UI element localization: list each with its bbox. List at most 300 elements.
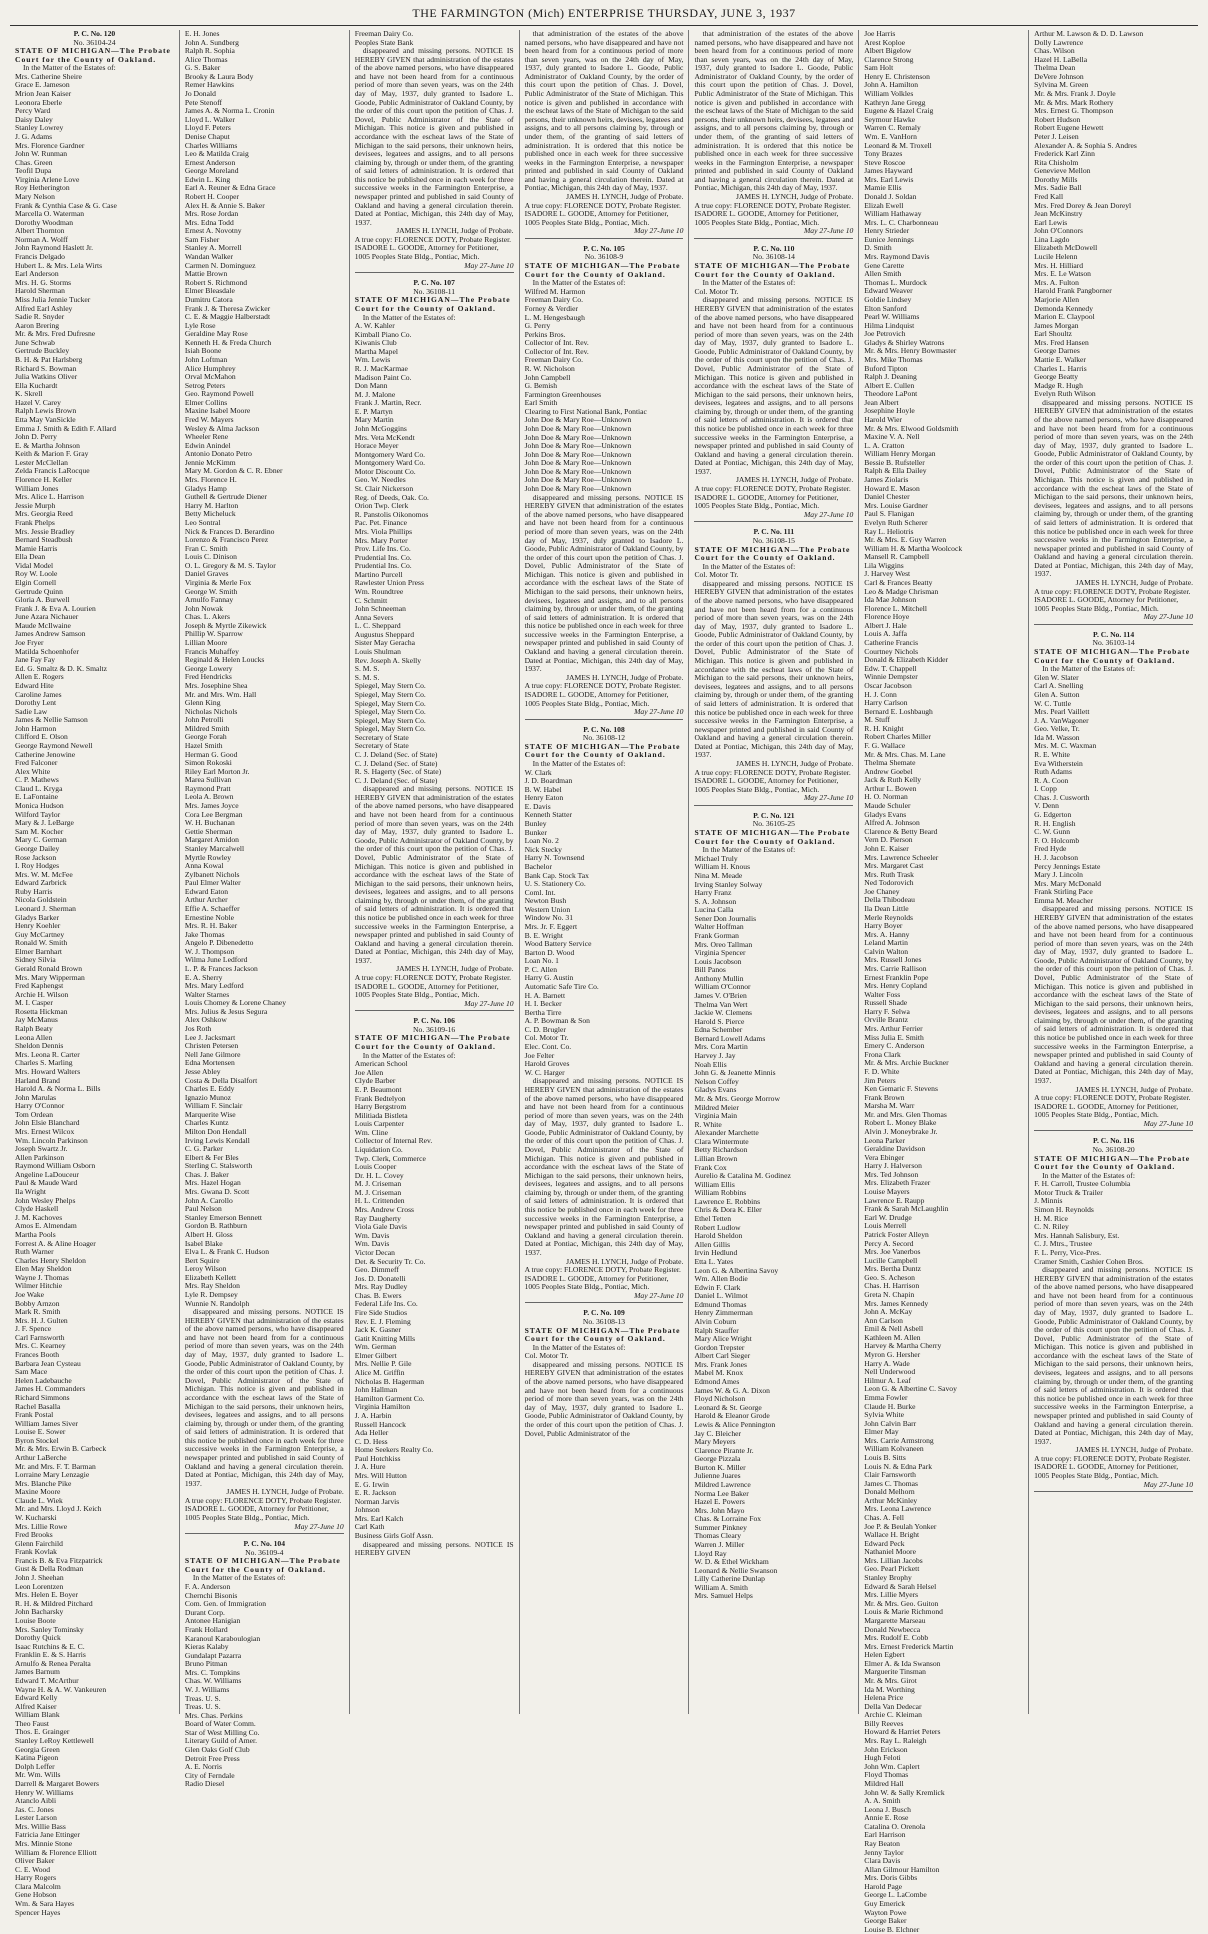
estate-name: Elmer Barnhart	[15, 946, 63, 956]
estate-name: Nick & Frances D. Berardino	[184, 526, 275, 536]
estate-name: Arthur LaBerche	[15, 1452, 67, 1462]
estate-name: E. R. Jackson	[354, 1488, 397, 1498]
judge-signature: JAMES H. LYNCH, Judge of Probate.	[735, 475, 854, 485]
estate-name: Leona Parker	[864, 1135, 905, 1145]
estate-name: Mrs. James Kennedy	[864, 1298, 929, 1308]
estate-name: Nathaniel Moore	[864, 1547, 916, 1557]
judge-signature: JAMES H. LYNCH, Judge of Probate.	[1075, 578, 1194, 587]
estate-name: Mrs. Will Hutton	[354, 1470, 407, 1480]
estate-name: Norma Lee Baker	[694, 1488, 749, 1498]
estate-name: Ruth Adams	[1034, 767, 1072, 777]
estate-name: Teofil Dupa	[15, 166, 52, 176]
estate-name: Wesley & Alma Jackson	[184, 423, 260, 433]
estate-name: Ralph R. Sophia	[184, 46, 235, 56]
estate-name: Viola Gale Davis	[354, 1222, 407, 1232]
court-heading: STATE OF MICHIGAN—The Probate Court for the County of Oakland.	[354, 295, 511, 313]
estate-name: Evelyn Ruth Scherer	[864, 517, 928, 527]
estate-name: Thomas L. Murdock	[864, 277, 927, 287]
estate-name: Maude Schuler	[864, 801, 911, 811]
estate-name: Wm. Cline	[354, 1127, 389, 1137]
estate-name: George Beatty	[1034, 372, 1079, 382]
judge-signature: JAMES H. LYNCH, Judge of Probate.	[396, 226, 514, 236]
estate-name: Riley Earl Morton Jr.	[184, 766, 250, 776]
estate-name: Carl Kath	[354, 1522, 385, 1532]
estate-name: J. Harvey West	[864, 569, 911, 579]
estate-name: Leonard J. Sherman	[15, 903, 76, 913]
estate-name: Norman A. Wolff	[15, 234, 68, 244]
estate-name: Ernest Anderson	[184, 157, 236, 167]
estate-name: Edward Peck	[864, 1538, 905, 1548]
estate-name: Harold Page	[864, 1881, 903, 1891]
estate-name: Gatit Knitting Mills	[354, 1333, 416, 1343]
estate-name: R. J. MacKarmae	[354, 363, 408, 373]
estate-name: Mrs. Cora Martin	[694, 1042, 748, 1052]
estate-name: Mrs. Ernest Wilcox	[15, 1127, 75, 1136]
estate-name: Mr. & Mrs. Fred Dufresne	[15, 329, 96, 339]
estate-name: Gladys & Shirley Watrons	[864, 337, 945, 347]
estate-name: Mrs. Viola Phillips	[354, 526, 413, 536]
estate-name: Marsha M. Warr	[864, 1101, 915, 1111]
estate-name: Virginia Hamilton	[354, 1402, 411, 1412]
estate-name: Col. Motor Tr.	[524, 1351, 569, 1361]
estate-name: M. Stuff	[864, 715, 890, 725]
estate-name: Allen E. Rogers	[15, 672, 64, 682]
estate-name: Peter J. Leisen	[1034, 131, 1079, 141]
true-copy-block: A true copy: FLORENCE DOTY, Probate Register. ISADORE L. GOODE, Attorney for Petitioner, 1005 Peoples State Bldg., Pontiac, Mich.	[1034, 1453, 1191, 1480]
estate-name: Mrs. Lillian Jacobs	[864, 1555, 923, 1565]
estate-name: Donald Newbecca	[864, 1624, 921, 1634]
estate-name: Automatic Safe Tire Co.	[524, 982, 599, 992]
estate-name: Sam M. Kocher	[15, 826, 64, 836]
estate-name: Clifford E. Olson	[15, 732, 68, 742]
estate-name: Mrs. L. C. Charbonneau	[864, 217, 939, 227]
estate-name: Wheeler Rene	[184, 432, 229, 442]
estate-name: E. P. Martyn	[354, 406, 393, 416]
estate-name: Jas. C. Jones	[15, 1804, 54, 1814]
estate-name: Rosetta Hickman	[15, 1006, 68, 1016]
estate-name: U. S. Stationery Co.	[524, 879, 586, 889]
judge-signature: JAMES H. LYNCH, Judge of Probate.	[735, 758, 854, 768]
estate-name: Bachelor	[524, 861, 552, 871]
estate-name: Henry E. Christenson	[864, 71, 930, 81]
estate-name: Harland Brand	[15, 1075, 60, 1085]
estate-name: Nicholas B. Hagerman	[354, 1376, 425, 1386]
estate-name: Mrs. C. Tompkins	[184, 1667, 240, 1677]
estate-name: Darrell & Margaret Bowers	[15, 1778, 99, 1788]
estate-name: Fred Falconer	[15, 758, 58, 768]
estate-name: James Barnum	[15, 1667, 60, 1677]
case-number: No. 36108-15	[752, 535, 795, 545]
estate-name: G. Edgerton	[1034, 810, 1072, 820]
estate-name: Frances Booth	[15, 1350, 60, 1360]
estate-name: Collector of Internal Rev.	[354, 1136, 433, 1146]
estate-name: Oscar Jacobson	[864, 680, 912, 690]
estate-name: Mr. & Mrs. Mark Rothery	[1034, 97, 1114, 107]
estate-name: S. M. S.	[354, 672, 380, 682]
estate-name: Orville Brantz	[864, 1015, 908, 1025]
estate-name: Isabel Blake	[184, 1238, 223, 1248]
estate-name: Frona Clark	[864, 1049, 901, 1059]
true-copy-block: A true copy: FLORENCE DOTY, Probate Register. ISADORE L. GOODE, Attorney for Petitioner, 1005 Peoples State Bldg., Pontiac, Mich.	[524, 1265, 681, 1292]
legal-notice	[1034, 1137, 1193, 1492]
estate-name: Mrs. Fred Dorey & Jean Doreyl	[1034, 200, 1132, 210]
estate-name: Orval McMahon	[184, 372, 236, 382]
legal-notice	[355, 279, 514, 1011]
estate-name: Elizabeth Kellett	[184, 1272, 237, 1282]
estate-name: J. D. Boardman	[524, 776, 573, 786]
true-copy-block: A true copy: FLORENCE DOTY, Probate Register. ISADORE L. GOODE, Attorney for Petitioner, 1005 Peoples State Bldg., Pontiac, Mich.	[694, 200, 851, 227]
notice-number: P. C. No. 106	[413, 1016, 455, 1026]
estate-name: Clyde Haskell	[15, 1204, 59, 1214]
estate-name: Harold A. & Norma L. Bills	[15, 1084, 101, 1094]
estate-name: Frank Stirling Pace	[1034, 887, 1093, 897]
notice-body: disappeared and missing persons. NOTICE IS HEREBY GIVEN that administration of the estates of the above named persons, who have disappeared and have not been heard from for a continuous period of more than seven years, was on the 24th day of May, 1937, duly granted to Isadore L. Goode, Public Administrator of Oakland County, by the order of this court upon the petition of Chas. J. Dovel, Public Administrator of the State of Michigan. This notice is given and published in accordance with the escheat laws of the State of Michigan to the said persons, their unknown heirs, devisees, legatees and assigns, and to all persons claiming by, through or under them, of the granting of said letters of administration. It is ordered that this notice be published once in each week for three successive weeks in the Farmington Enterprise, a newspaper printed and published in said County of Oakland and having a general circulation therein. Dated at Pontiac, Michigan, this 24th day of May, 1937.	[694, 578, 854, 760]
estate-name: Irving Lewis Kendall	[184, 1135, 250, 1145]
estate-name: Della Van Dedecar	[864, 1701, 922, 1711]
estate-name: Mrs. Mary Porter	[354, 535, 408, 545]
estate-name: Joe Fryer	[15, 638, 44, 648]
estate-name: Wood Battery Service	[524, 939, 592, 949]
estate-name: Lester McClellan	[15, 457, 68, 467]
estate-name: P. C. Allen	[524, 964, 558, 974]
estate-name: Monica Hudson	[15, 801, 64, 811]
estate-name: Mrs. Carrie Rallison	[864, 964, 927, 974]
column	[350, 30, 520, 1714]
estate-name: Ralph Stauffer	[694, 1325, 739, 1335]
estate-name: Harold Sherman	[15, 286, 65, 296]
estate-name: Jos. D. Donatelli	[354, 1273, 406, 1283]
estate-name: Col. Motor Tr.	[694, 286, 739, 296]
estate-name: Mrs. Florence Gardner	[15, 140, 85, 150]
estate-name: Mrs. Sanley Tominsky	[15, 1624, 84, 1634]
estate-name: Ernest A. Novotny	[184, 226, 242, 236]
estate-name: John Petrolli	[184, 715, 224, 725]
estate-name: Lewis & Alice Pennington	[694, 1419, 776, 1429]
estate-name: John Doe & Mary Roe—Unknown	[524, 484, 632, 494]
estate-name: Arthur L. Bowen	[864, 783, 917, 793]
estate-name: Mattie Brown	[184, 269, 228, 279]
estate-name: Mary M. Gordon & C. R. Ebner	[184, 466, 283, 476]
estate-name: Montgomery Ward Co.	[354, 449, 426, 459]
estate-name: James C. Thomas	[864, 1478, 918, 1488]
estate-name: Dumitru Catora	[184, 294, 233, 304]
judge-signature: JAMES H. LYNCH, Judge of Probate.	[226, 1487, 344, 1497]
estate-name: Lucile Helenn	[1034, 252, 1078, 262]
estate-name: Victor Decan	[354, 1247, 395, 1257]
estate-name: Prudential Ins. Co.	[354, 552, 412, 562]
court-heading: STATE OF MICHIGAN—The Probate Court for the County of Oakland.	[694, 544, 851, 563]
estate-name: Lloyd F. Peters	[184, 123, 231, 133]
estate-name: Ruth Warner	[15, 1247, 54, 1257]
estate-name: John J. Sheehan	[15, 1573, 64, 1583]
estate-name: Mildred Hall	[864, 1778, 904, 1788]
estate-name: Chernchi Bisonis	[184, 1590, 238, 1600]
estate-name: Mrs. M. C. Waxman	[1034, 741, 1097, 751]
estate-name: Mr. and Mrs. F. T. Barman	[15, 1461, 96, 1471]
estate-name: Genevieve Mellon	[1034, 166, 1091, 176]
true-copy-block: A true copy: FLORENCE DOTY, Probate Register. ISADORE L. GOODE, Attorney for Petitioner, 1005 Peoples State Bldg., Pontiac, Mich.	[354, 973, 512, 1000]
court-heading: STATE OF MICHIGAN—The Probate Court for the County of Oakland.	[1034, 647, 1191, 665]
estate-name: Gloria A. Burwell	[15, 595, 70, 605]
notice-body: disappeared and missing persons. NOTICE IS HEREBY GIVEN that administration of the estates of the above named persons, who have disappeared and have not been heard from for a continuous period of more than seven years, was on the 24th day of May, 1937, duly granted to Isadore L. Goode, Public Administrator of Oakland County, by the order of this court upon the petition of Chas. J. Dovel, Public Administrator of the State of Michigan. This notice is given and published in accordance with the escheat laws of the State of Michigan to the said persons, their unknown heirs, devisees, legatees and assigns, and to all persons claiming by, through or under them, of the granting of said letters of administration. It is ordered that this notice be published once in each week for three successive weeks in the Farmington Enterprise, a newspaper printed and published in said County of Oakland and having a general circulation therein. Dated at Pontiac, Michigan, this 24th day of May, 1937.	[354, 784, 514, 965]
estate-name: Marion E. Claypool	[1034, 312, 1095, 322]
estate-name: Joe Felter	[524, 1050, 555, 1060]
estate-name: Don Mann	[354, 381, 388, 391]
estate-name: Wayne H. & A. W. Vankeuren	[15, 1684, 107, 1694]
estate-name: Edward & Sarah Helsel	[864, 1581, 937, 1591]
estate-name: John W. & Sally Kremlick	[864, 1787, 945, 1797]
estate-name: Fred Kaphengst	[15, 981, 64, 991]
estate-name: Louis & Marie Richmond	[864, 1607, 943, 1617]
estate-name: Mary J. Lincoln	[1034, 870, 1083, 880]
estate-name: D. Smith	[864, 243, 892, 253]
estate-name: Alex H. & Annie S. Baker	[184, 200, 265, 210]
estate-name: Virginia Main	[694, 1111, 738, 1121]
estate-name: Albert Thornton	[15, 226, 65, 236]
estate-name: Florence H. Keller	[15, 475, 72, 485]
estate-name: Kieras Kalaby	[184, 1642, 229, 1652]
estate-name: Warren J. Miller	[694, 1540, 745, 1550]
estate-name: Wayton Powe	[864, 1907, 907, 1917]
estate-name: Johnson	[354, 1505, 380, 1515]
estate-name: Francis Muhaffey	[184, 646, 239, 656]
estate-name: Richard Simmons	[15, 1392, 70, 1402]
estate-name: Geo. Velke, Tr.	[1034, 724, 1080, 734]
estate-name: Daisy Daley	[15, 114, 53, 124]
publication-dates: May 27-June 10	[1034, 1120, 1193, 1132]
estate-name: Andrew Goebel	[864, 766, 913, 776]
estate-name: Elec. Cont. Co.	[524, 1042, 572, 1052]
estate-name: John G. & Jeanette Minnis	[694, 1068, 776, 1078]
estate-name: Coml. Int.	[524, 887, 556, 897]
estate-name: Ralph Beaty	[15, 1024, 53, 1034]
estate-name: Thelma Van Wert	[694, 999, 748, 1009]
estate-name: H. M. Rice	[1034, 1213, 1068, 1223]
estate-name: Effie A. Schaeffer	[184, 903, 240, 913]
estate-name: Board of Water Comm.	[184, 1719, 256, 1729]
estate-name: Walter Foss	[864, 989, 901, 999]
estate-name: Virginia & Merle Fox	[184, 578, 252, 587]
estate-name: Matilda Schoenhofer	[15, 646, 79, 656]
estate-name: Ralph & Ella Dailey	[864, 466, 927, 476]
estate-name: Mrs. W. M. McFee	[15, 869, 73, 879]
estate-name: F. O. Holcomb	[1034, 835, 1080, 845]
estate-name: Dorothy Woodman	[15, 217, 74, 227]
notice-number: P. C. No. 111	[753, 527, 795, 537]
estate-name: Montgomery Ward Co.	[354, 458, 426, 468]
estate-name: W. Kucharski	[15, 1513, 57, 1523]
estate-name: Geraldine May Rose	[184, 329, 248, 339]
estate-name: Harry Carlson	[864, 698, 908, 708]
estate-name: Ida M. Wasson	[1034, 732, 1080, 742]
estate-name: Stanley LeRoy Kettlewell	[15, 1736, 94, 1746]
estate-name: Roy Hetherington	[15, 183, 70, 193]
estate-name: Freeman Dairy Co.	[524, 355, 583, 365]
estate-name: Leon G. & Albertina Savoy	[694, 1265, 779, 1275]
estate-name: George L. LaCombe	[864, 1890, 927, 1900]
estate-name: Bert Squire	[184, 1255, 220, 1265]
estate-name: Irving Stanley Solway	[694, 879, 763, 889]
estate-name: James W. & G. A. Dixon	[694, 1385, 770, 1395]
estate-name: Mrs. H. Hilliard	[1034, 260, 1084, 270]
estate-name: Christen Petersen	[184, 1041, 239, 1051]
estate-name: Mrs. Hannah Salisbury, Est.	[1034, 1230, 1120, 1240]
estate-name: Helena Price	[864, 1693, 904, 1703]
estate-name: William Volkles	[864, 89, 914, 99]
estate-name: Harold Groves	[524, 1059, 570, 1069]
estate-name: Cora Lee Bergman	[184, 809, 243, 819]
estate-name: Augustus Sheppard	[354, 629, 414, 639]
matter-intro: In the Matter of the Estates of:	[1042, 1170, 1135, 1180]
estate-name: Barton D. Wood	[524, 947, 575, 957]
estate-name: Louis C. Dinison	[184, 552, 237, 562]
court-heading: STATE OF MICHIGAN—The Probate Court for the County of Oakland.	[694, 828, 851, 846]
estate-name: M. I. Casper	[15, 998, 53, 1008]
estate-name: Francis Delgado	[15, 252, 65, 262]
estate-name: Etta May VanSickle	[15, 415, 76, 425]
estate-name: J. Minnis	[1034, 1196, 1063, 1206]
estate-name: John O'Connors	[1034, 226, 1083, 236]
estate-name: Chas. Green	[15, 157, 53, 167]
estate-name: Ray Daugherty	[354, 1213, 401, 1223]
estate-name: Margarette Marseau	[864, 1615, 926, 1625]
estate-name: R. H. English	[1034, 818, 1076, 828]
estate-name: William H. & Martha Woolcock	[864, 543, 963, 553]
estate-name: Lillian Brown	[694, 1154, 738, 1163]
estate-name: A. E. Norris	[184, 1762, 222, 1772]
estate-name: Della Thibodeau	[864, 895, 915, 905]
estate-name: Alice Thomas	[184, 54, 228, 64]
estate-name: Chas. A. Fell	[864, 1513, 904, 1523]
estate-name: Rev. Joseph A. Skelly	[354, 655, 422, 665]
court-heading: STATE OF MICHIGAN—The Probate Court for the County of Oakland.	[184, 1556, 341, 1574]
estate-name: Jos Roth	[184, 1024, 212, 1034]
estate-name: R. H. Knight	[864, 723, 904, 733]
estate-name: Frank Bedtelyon	[354, 1093, 406, 1103]
estate-name: Lloyd L. Walker	[184, 114, 235, 124]
estate-name: Dolly Lawrence	[1034, 37, 1084, 47]
estate-name: Mrs. Ted Johnson	[864, 1169, 919, 1179]
estate-name: Motor Truck & Trailer	[1034, 1187, 1103, 1197]
estate-name: Mrs. Willie Bass	[15, 1821, 66, 1831]
estate-name: June Schwab	[15, 337, 55, 347]
estate-name: Howard & Harriet Peters	[864, 1727, 941, 1737]
estate-name: Wilfred M. Harmon	[524, 286, 586, 296]
estate-name: Carl & Frances Beatty	[864, 578, 933, 587]
estate-name: Martha Pools	[15, 1229, 56, 1239]
estate-name: Clarence & Betty Beard	[864, 826, 938, 836]
estate-name: Mrs. A. Hanny	[864, 929, 910, 939]
estate-name: Sterling C. Stalsworth	[184, 1161, 253, 1171]
estate-name: Sam Fisher	[184, 234, 220, 244]
estate-name: Ray L. Heliotris	[864, 526, 914, 536]
estate-name: Atanclo Aibli	[15, 1796, 57, 1806]
matter-intro: In the Matter of the Estates of:	[1042, 664, 1135, 674]
estate-name: Bernard Steadbush	[15, 535, 73, 545]
estate-name: William F. Sinclair	[184, 1101, 243, 1111]
estate-name: Simon H. Reynolds	[1034, 1205, 1094, 1215]
estate-name: Lila Wiggins	[864, 560, 904, 570]
estate-name: DeVere Johnson	[1034, 71, 1084, 81]
estate-name: Mr. & Mrs. Geo. Guiton	[864, 1598, 939, 1608]
estate-name: K. Skrell	[15, 389, 43, 399]
estate-name: John Doe & Mary Roe—Unknown	[524, 432, 632, 442]
estate-name: Militiada Bistleta	[354, 1110, 408, 1120]
estate-name: Francis B. & Eva Fitzpatrick	[15, 1555, 103, 1565]
columns-container	[10, 29, 1198, 1934]
estate-name: Business Girls Golf Assn.	[354, 1531, 434, 1541]
estate-name: Mrs. A. Fulton	[1034, 277, 1079, 287]
case-number: No. 36108-14	[752, 252, 795, 262]
estate-name: M. J. Criseman	[354, 1179, 402, 1189]
estate-name: Harry A. Wade	[864, 1358, 910, 1368]
estate-name: F. L. Perry, Vice-Pres.	[1034, 1247, 1102, 1257]
estate-name: Ernest Franklin Pope	[864, 972, 929, 982]
estate-name: Clara Malcolm	[15, 1881, 61, 1891]
estate-name: Catherine Francis	[864, 638, 919, 648]
estate-name: Charles Kuntz	[184, 1118, 229, 1128]
estate-name: Collector of Int. Rev.	[524, 338, 589, 348]
estate-name: Guy Emerick	[864, 1899, 905, 1909]
estate-name: Isaac Rutchins & E. C.	[15, 1641, 85, 1651]
estate-name: Leonora Eberle	[15, 97, 63, 107]
estate-name: Edmund Thomas	[694, 1299, 747, 1309]
notice-body: disappeared and missing persons. NOTICE IS HEREBY GIVEN that administration of the estates of the above named persons, who have disappeared and have not been heard from for a continuous period of more than seven years, was on the 24th day of May, 1937, duly granted to Isadore L. Goode, Public Administrator of Oakland County, by the order of this court upon the petition of Chas. J. Dovel, Public Administrator of the State of Michigan. This notice is given and published in accordance with the escheat laws of the State of Michigan to the said persons, their unknown heirs, devisees, legatees and assigns, and to all persons claiming by, through or under them, of the granting of said letters of administration. It is ordered that this notice be published once in each week for three successive weeks in the Farmington Enterprise, a newspaper printed and published in said County of Oakland and having a general circulation therein. Dated at Pontiac, Michigan, this 24th day of May, 1937.	[1034, 1265, 1194, 1446]
estate-name: Mrs. Earl Kalch	[354, 1513, 404, 1523]
estate-name: E. P. Beaumont	[354, 1084, 402, 1094]
estate-name: Nell Jane Gilmore	[184, 1049, 241, 1059]
estate-name: E. & Martha Johnson	[15, 440, 80, 450]
estate-name: C. W. Gunn	[1034, 827, 1071, 837]
estate-name: Spencer Hayes	[15, 1907, 61, 1917]
estate-name: Geo. Dimmeff	[354, 1265, 399, 1275]
estate-name: Col. Motor Tr.	[694, 570, 739, 580]
estate-name: Robert Eugene Hewett	[1034, 123, 1104, 133]
estate-name: Mrs. Pearl Vaillett	[1034, 707, 1090, 717]
estate-name: Louise E. Sower	[15, 1427, 66, 1437]
estate-name: Charles E. Eddy	[184, 1084, 235, 1094]
publication-dates: May 27-June 10	[694, 794, 853, 806]
estate-name: Donald Melhorn	[864, 1487, 915, 1497]
estate-name: Mrs. Frank Jones	[694, 1359, 747, 1369]
estate-name: Seymour Hawke	[864, 114, 916, 124]
estate-name: William Ellis	[694, 1179, 735, 1189]
estate-name: Alex Oshkow	[184, 1015, 227, 1025]
estate-name: Henry Strieder	[864, 226, 910, 236]
column	[1029, 30, 1198, 1714]
estate-name: Hazel V. Carey	[15, 397, 61, 407]
estate-name: Rachel Basalla	[15, 1401, 61, 1411]
estate-name: Louis N. & Edna Park	[864, 1461, 932, 1471]
publication-dates: May 27-June 10	[694, 511, 853, 523]
estate-name: John Nowak	[184, 603, 224, 613]
estate-name: Lorenzo & Francisco Perez	[184, 535, 269, 545]
estate-name: Jack K. Gasner	[354, 1325, 401, 1335]
estate-name: Mrs. H. G. Storms	[15, 277, 72, 287]
estate-name: Antonee Hanigian	[184, 1616, 241, 1626]
estate-name: Amos E. Almendam	[15, 1221, 77, 1231]
estate-name: Russell Hancock	[354, 1419, 406, 1429]
estate-name: Daniel L. Wilmot	[694, 1291, 748, 1301]
legal-notice	[525, 245, 684, 720]
estate-name: Harry Rogers	[15, 1873, 57, 1883]
estate-name: Daniel Graves	[184, 569, 229, 579]
estate-name: Chas. J. Cusworth	[1034, 792, 1090, 802]
estate-name: Lucille Campbell	[864, 1255, 918, 1265]
estate-name: Jack & Ruth Kelly	[864, 775, 922, 785]
estate-name: Mary Alice Wright	[694, 1334, 752, 1344]
estate-name: Pearl W. Williams	[864, 312, 920, 322]
